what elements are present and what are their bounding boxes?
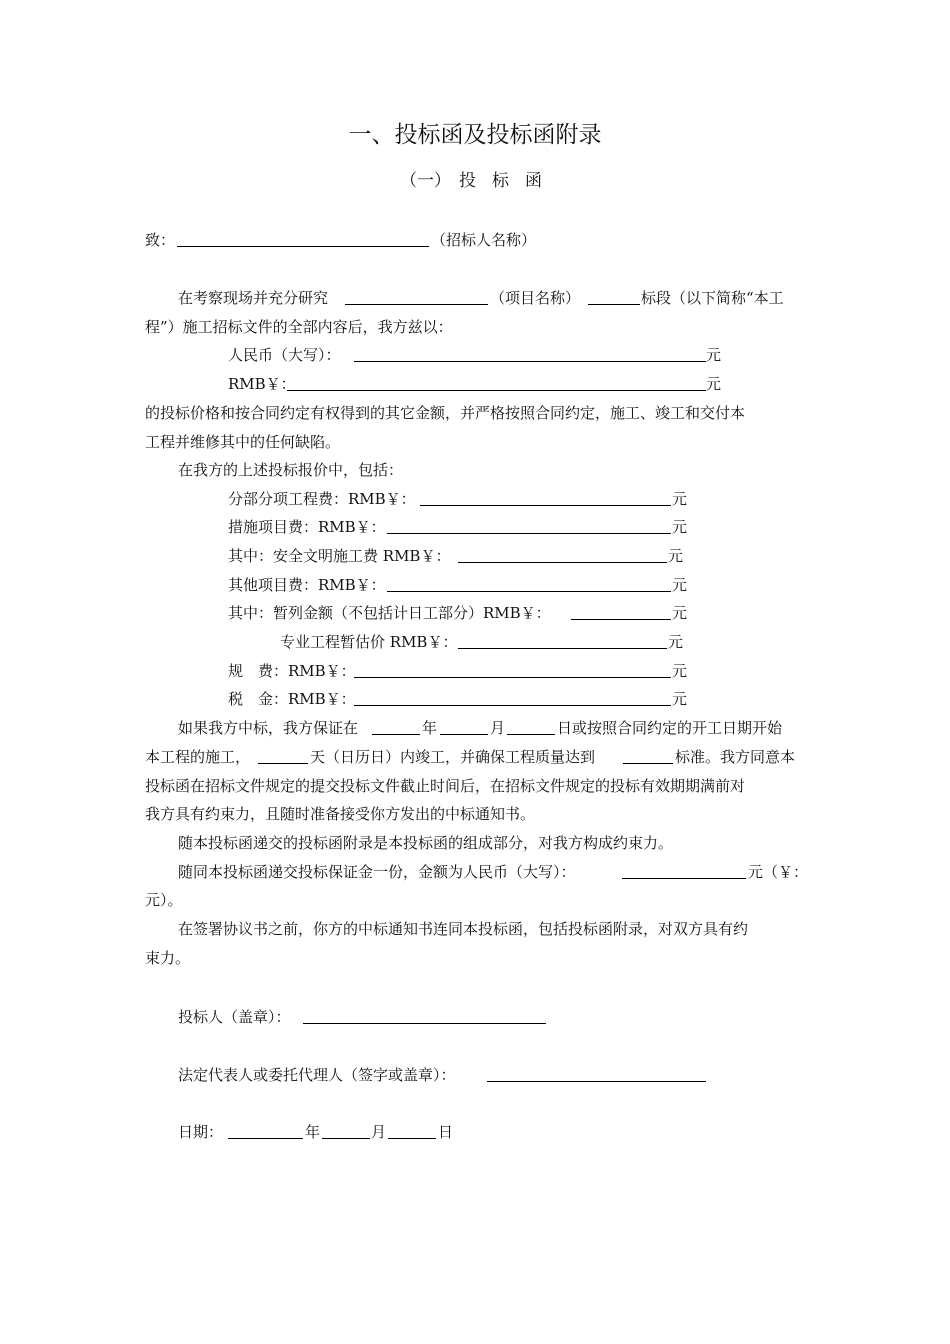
duration-days-blank[interactable] xyxy=(258,763,308,764)
guarantee-text-1: 随同本投标函递交投标保证金一份，金额为人民币（大写）： xyxy=(178,863,576,881)
schedule-text-1: 如果我方中标，我方保证在 xyxy=(178,719,359,737)
schedule-year: 年 xyxy=(422,719,438,737)
document-title: 一、投标函及投标函附录 xyxy=(348,122,602,148)
intro-text-3: 标段（以下简称“本工 xyxy=(641,289,784,307)
schedule-text-4: 我方具有约束力，且随时准备接受你方发出的中标通知书。 xyxy=(145,805,536,823)
binding-text-1: 在签署协议书之前，你方的中标通知书连同本投标函，包括投标函附录，对双方具有约 xyxy=(178,920,749,938)
intro-text-1: 在考察现场并充分研究 xyxy=(178,289,329,307)
date-label: 日期： xyxy=(178,1123,224,1141)
subtitle-char-2: 标 xyxy=(492,171,509,191)
breakdown-item-4-blank[interactable] xyxy=(387,591,671,592)
bidder-seal-blank[interactable] xyxy=(303,1023,546,1024)
breakdown-intro: 在我方的上述投标报价中，包括： xyxy=(178,461,404,479)
appendix-paragraph: 随本投标函递交的投标函附录是本投标函的组成部分，对我方构成约束力。 xyxy=(178,834,674,852)
date-day-blank[interactable] xyxy=(388,1138,436,1139)
breakdown-item-8-blank[interactable] xyxy=(354,705,671,706)
breakdown-item-4-unit: 元 xyxy=(672,576,688,594)
breakdown-item-8-label: 税 金：RMB￥： xyxy=(228,690,356,708)
subtitle-char-1: 投 xyxy=(459,171,476,191)
to-suffix: （招标人名称） xyxy=(431,231,537,249)
price-para-line-2: 工程并维修其中的任何缺陷。 xyxy=(145,433,341,451)
date-month-blank[interactable] xyxy=(322,1138,370,1139)
breakdown-item-1-blank[interactable] xyxy=(420,505,671,506)
representative-blank[interactable] xyxy=(487,1081,706,1082)
date-month: 月 xyxy=(371,1123,387,1141)
breakdown-item-6-blank[interactable] xyxy=(458,648,667,649)
rmb-upper-label: 人民币（大写）： xyxy=(228,346,341,364)
intro-text-2: （项目名称） xyxy=(490,289,581,307)
price-para-line-1: 的投标价格和按合同约定有权得到的其它金额，并严格按照合同约定，施工、竣工和交付本 xyxy=(145,404,746,422)
start-day-blank[interactable] xyxy=(507,734,555,735)
breakdown-item-2-blank[interactable] xyxy=(387,533,671,534)
schedule-text-1b: 日或按照合同约定的开工日期开始 xyxy=(557,719,783,737)
guarantee-text-1b: 元（￥： xyxy=(748,863,809,881)
date-year: 年 xyxy=(305,1123,321,1141)
breakdown-item-7-unit: 元 xyxy=(672,662,688,680)
breakdown-item-7-blank[interactable] xyxy=(354,677,671,678)
rmb-upper-unit: 元 xyxy=(706,346,722,364)
breakdown-item-1-label: 分部分项工程费：RMB￥： xyxy=(228,490,416,508)
breakdown-item-6-label: 专业工程暂估价 RMB￥： xyxy=(280,633,458,651)
breakdown-item-5-label: 其中：暂列金额（不包括计日工部分）RMB￥： xyxy=(228,604,551,622)
binding-text-2: 束力。 xyxy=(145,949,191,967)
breakdown-item-5-unit: 元 xyxy=(672,604,688,622)
breakdown-item-3-label: 其中：安全文明施工费 RMB￥： xyxy=(228,547,451,565)
project-name-blank[interactable] xyxy=(345,304,488,305)
rmb-unit: 元 xyxy=(706,375,722,393)
bidder-seal-label: 投标人（盖章）： xyxy=(178,1008,291,1026)
section-blank[interactable] xyxy=(588,304,640,305)
rmb-blank[interactable] xyxy=(287,390,706,391)
recipient-blank[interactable] xyxy=(177,246,429,247)
start-month-blank[interactable] xyxy=(440,734,488,735)
rmb-upper-blank[interactable] xyxy=(354,361,706,362)
guarantee-amount-blank[interactable] xyxy=(622,878,746,879)
to-label: 致： xyxy=(145,231,176,249)
date-day: 日 xyxy=(438,1123,454,1141)
rmb-label: RMB￥： xyxy=(228,375,296,393)
schedule-month: 月 xyxy=(490,719,506,737)
quality-standard-blank[interactable] xyxy=(623,763,673,764)
start-year-blank[interactable] xyxy=(372,734,420,735)
intro-line-2: 程”）施工招标文件的全部内容后，我方兹以： xyxy=(145,318,453,336)
schedule-text-2b: 天（日历日）内竣工，并确保工程质量达到 xyxy=(310,748,596,766)
breakdown-item-3-blank[interactable] xyxy=(458,562,667,563)
document-subtitle xyxy=(0,170,950,192)
breakdown-item-3-unit: 元 xyxy=(668,547,684,565)
date-year-blank[interactable] xyxy=(228,1138,303,1139)
breakdown-item-2-label: 措施项目费：RMB￥： xyxy=(228,518,386,536)
breakdown-item-7-label: 规 费：RMB￥： xyxy=(228,662,356,680)
breakdown-item-4-label: 其他项目费：RMB￥： xyxy=(228,576,386,594)
breakdown-item-2-unit: 元 xyxy=(672,518,688,536)
schedule-text-2c: 标准。我方同意本 xyxy=(675,748,796,766)
subtitle-char-3: 函 xyxy=(525,171,542,191)
guarantee-text-2: 元）。 xyxy=(145,891,183,909)
breakdown-item-8-unit: 元 xyxy=(672,690,688,708)
breakdown-item-6-unit: 元 xyxy=(668,633,684,651)
breakdown-item-5-blank[interactable] xyxy=(571,619,671,620)
representative-label: 法定代表人或委托代理人（签字或盖章）： xyxy=(178,1066,456,1084)
schedule-text-3: 投标函在招标文件规定的提交投标文件截止时间后，在招标文件规定的投标有效期期满前对 xyxy=(145,777,746,795)
schedule-text-2a: 本工程的施工， xyxy=(145,748,251,766)
breakdown-item-1-unit: 元 xyxy=(672,490,688,508)
subtitle-prefix: （一） xyxy=(400,171,451,191)
